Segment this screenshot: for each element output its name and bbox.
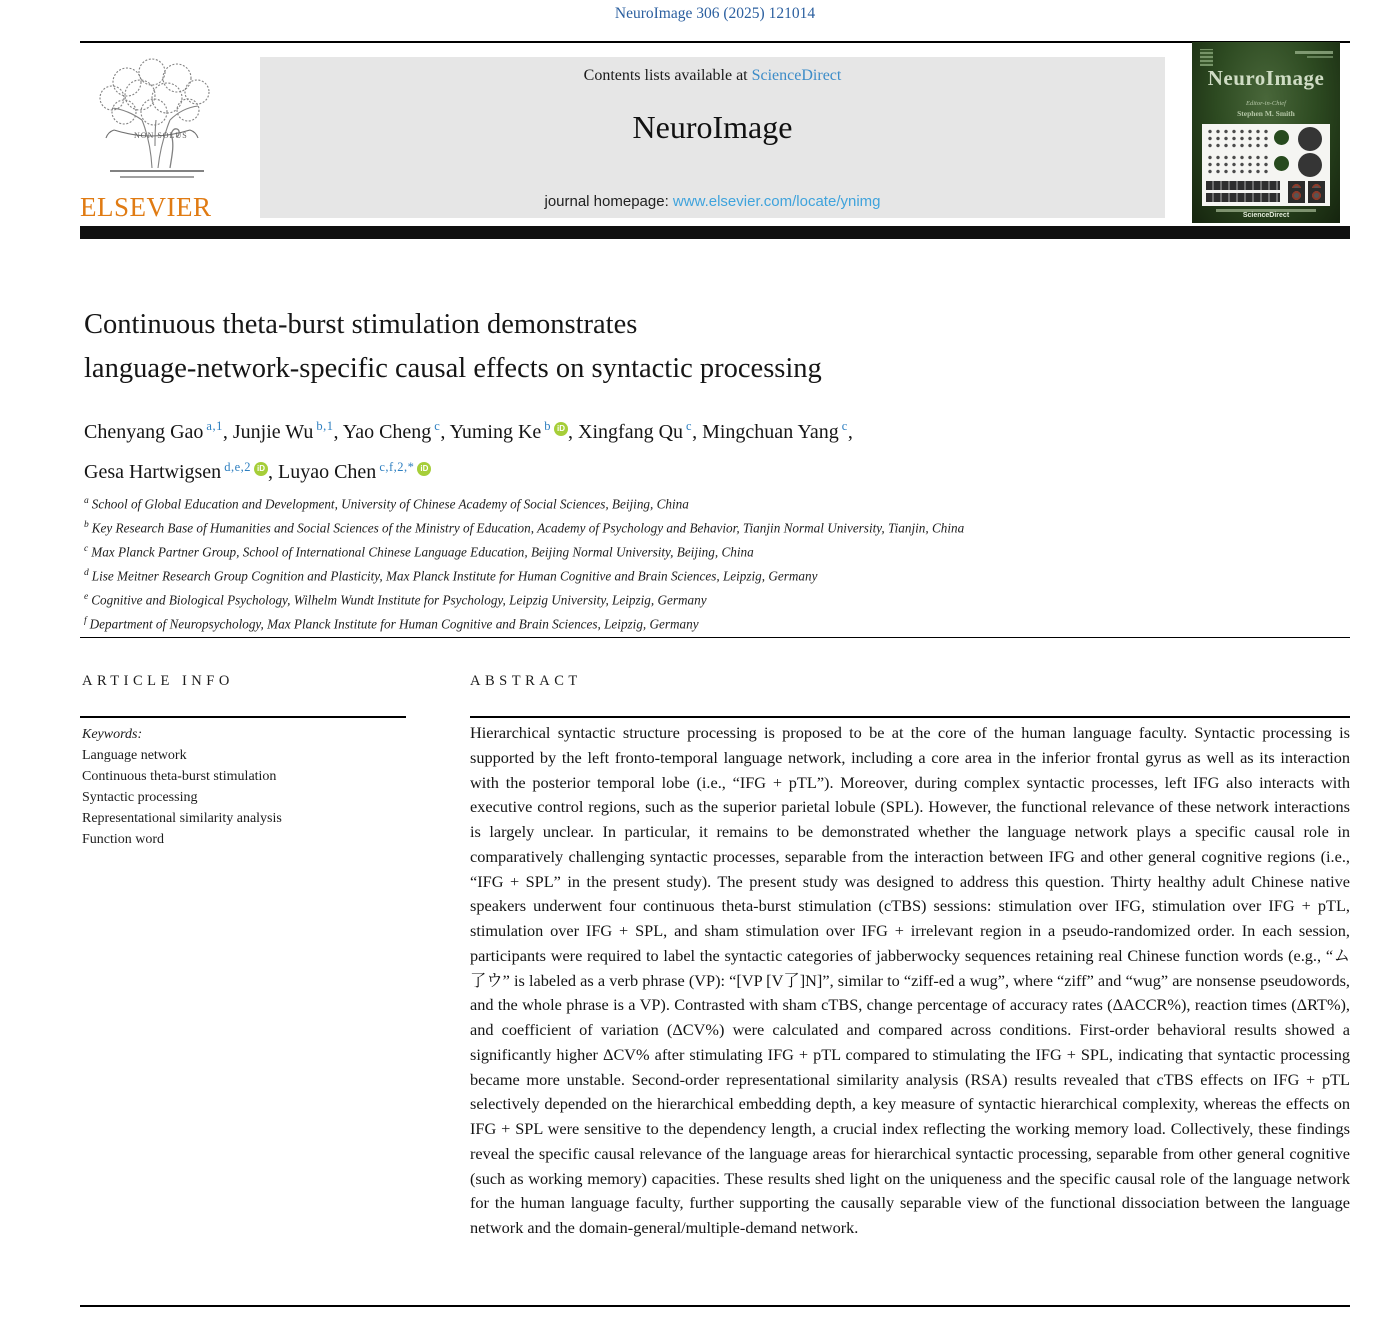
author-affiliation-sup: c [434,419,441,433]
article-title-line1: Continuous theta-burst stimulation demonstrates [84,309,638,340]
article-info-heading: ARTICLE INFO [82,673,234,689]
article-title-line2: language-network-specific causal effects on syntactic processing [84,353,822,384]
keyword-item: Language network [82,748,187,763]
abstract-heading: ABSTRACT [470,673,582,689]
cover-figure-brain [1298,153,1322,177]
author: Chenyang Gao $^{a,1}$, [84,419,233,443]
orcid-icon[interactable]: iD [254,462,268,476]
affiliation: $^d$ Lise Meitner Research Group Cognition and Plasticity, Max Planck Institute for Human Cognitive and Brain Sciences, Leipzig, Germany [84,568,818,584]
elsevier-wordmark: ELSEVIER [80,192,212,222]
contents-line: Contents lists available at ScienceDirect [583,67,842,84]
journal-header-box [260,57,1165,218]
divider-article-info [80,637,1350,638]
abstract-text: Hierarchical syntactic structure processing is proposed to be at the core of the human language faculty. Syntactic processing is supported by the left fronto-temporal language network, including a core area in the inferior frontal gyrus as well as its interaction with the posterior temporal lobe (i.e., “IFG + pTL”). Moreover, during complex syntactic processes, left IFG also interacts with executive control regions, such as the superior parietal lobule (SPL). However, the functional relevance of these network interactions is largely unclear. In particular, it remains to be demonstrated whether the language network plays a specific causal role in comparatively challenging syntactic processes, separable from the interaction between IFG and other general cognitive regions (i.e., “IFG + SPL” in the present study). The present study was designed to address this question. Thirty healthy adult Chinese native speakers underwent four continuous theta-burst stimulation (cTBS) sessions: stimulation over IFG, stimulation over IFG + pTL, stimulation over IFG + SPL, and sham stimulation over IFG + irrelevant region in a pseudo-randomized order. In each session, participants were required to label the syntactic categories of jabberwocky sequences retaining real Chinese function words (e.g., “ム了ウ” is labeled as a verb phrase (VP): “[VP [V了]N]”, similar to “ziff-ed a wug”, where “ziff” and “wug” are nonsense pseudowords, and the whole phrase is a VP). Contrasted with sham cTBS, change percentage of accuracy rates (ΔACCR%), reaction times (ΔRT%), and coefficient of variation (ΔCV%) were calculated and compared across conditions. First-order behavioral results showed a significantly higher ΔCV% after stimulating IFG + pTL compared to stimulating the IFG + SPL, indicating that syntactic processing became more unstable. Second-order representational similarity analysis (RSA) results revealed that cTBS effects on IFG + pTL selectively depended on the hierarchical embedding depth, a key measure of syntactic hierarchical complexity, whereas the effects on IFG + SPL were sensitive to the dependency length, a crucial index reflecting the working memory load. Collectively, these findings reveal the specific causal relevance of the language areas for hierarchical syntactic processing, separable from other general cognitive (such as working memory) capacities. These results shed light on the uniqueness and the specific causal role of the language network for the human language faculty, further supporting the causally separable view of the functional dissociation between the language network and the domain-general/multiple-demand network. [470,723,1350,1237]
divider-under-article-info [80,716,406,718]
keyword-item: Continuous theta-burst stimulation [82,769,277,784]
affiliation-list [84,491,1350,636]
author-affiliation-sup: c [686,419,693,433]
divider-under-abstract [470,716,1350,718]
cover-figure-panel [1202,124,1330,206]
cover-figure-brain [1298,127,1322,151]
homepage-line: journal homepage: www.elsevier.com/locate/ynimg [544,193,881,210]
author-list [84,409,1344,490]
cover-elsevier-mark-icon [1200,49,1213,66]
cover-figure-strip [1206,193,1280,202]
cover-editor-name: Stephen M. Smith [1237,109,1295,118]
keywords-label: Keywords: [82,727,143,742]
journal-cover-thumbnail [1192,42,1340,223]
author: Junjie Wu $^{b,1}$, [232,419,343,443]
author: Xingfang Qu $^c$, [578,419,703,443]
cover-journal-title: NeuroImage [1207,66,1325,90]
author-affiliation-sup: c [841,419,848,433]
author: Yuming Ke $^b$ iD , [449,419,579,443]
affiliation: $^c$ Max Planck Partner Group, School of International Chinese Language Education, Beijing Normal University, Beijing, China [84,544,754,560]
header-bottom-bar [80,226,1350,239]
author-affiliation-sup: b,1 [316,419,334,433]
author: Gesa Hartwigsen $^{d,e,2}$ iD , [84,459,278,484]
cover-editor-label: Editor-in-Chief [1246,100,1286,107]
affiliation: $^b$ Key Research Base of Humanities and Social Sciences of the Ministry of Education, Academy of Psychology and Behavior, Tianjin Normal University, Tianjin, China [84,520,965,536]
affiliation: $^a$ School of Global Education and Development, University of Chinese Academy of Social Sciences, Beijing, China [84,496,689,512]
journal-title: NeuroImage [632,109,793,145]
divider-bottom [80,1305,1350,1307]
author: Yao Cheng $^c$, [342,419,450,443]
cover-figure-scan [1288,188,1305,203]
author-affiliation-sup: d,e,2 [224,459,251,474]
cover-figure-green-dot [1274,156,1289,171]
article-title [84,303,1344,391]
author-affiliation-sup: c,f,2,* [379,459,415,474]
affiliation: $^f$ Department of Neuropsychology, Max Planck Institute for Human Cognitive and Brain Sciences, Leipzig, Germany [84,616,699,632]
cover-figure-grid [1206,154,1272,176]
author-affiliation-sup: b [544,419,552,433]
journal-homepage-link[interactable]: www.elsevier.com/locate/ynimg [672,193,881,210]
cover-figure-scan [1308,188,1325,203]
affiliation: $^e$ Cognitive and Biological Psychology, Wilhelm Wundt Institute for Psychology, Leipzig University, Leipzig, Germany [84,592,707,608]
keywords-block [82,724,422,850]
keyword-item: Syntactic processing [82,790,198,805]
cover-figure-strip [1206,181,1280,190]
orcid-icon[interactable]: iD [554,422,568,436]
non-solus-banner: NON SOLUS [134,131,188,140]
orcid-icon[interactable]: iD [417,462,431,476]
author: Mingchuan Yang $^c$, [702,419,853,443]
cover-figure-grid [1206,128,1272,150]
cover-issn-text2 [1307,56,1333,58]
cover-figure-green-dot [1274,130,1289,145]
author: Luyao Chen $^{c,f,2,*}$ iD [278,461,431,483]
sciencedirect-link[interactable]: ScienceDirect [751,67,842,84]
keyword-item: Representational similarity analysis [82,811,282,826]
citation-link[interactable]: NeuroImage 306 (2025) 121014 [614,5,816,22]
author-affiliation-sup: a,1 [206,419,223,433]
elsevier-tree-icon [82,52,232,192]
cover-sciencedirect-label: ScienceDirect [1242,212,1290,219]
cover-issn-text [1295,51,1333,54]
elsevier-logo [80,52,238,224]
keyword-item: Function word [82,832,165,847]
divider-top [80,41,1350,43]
